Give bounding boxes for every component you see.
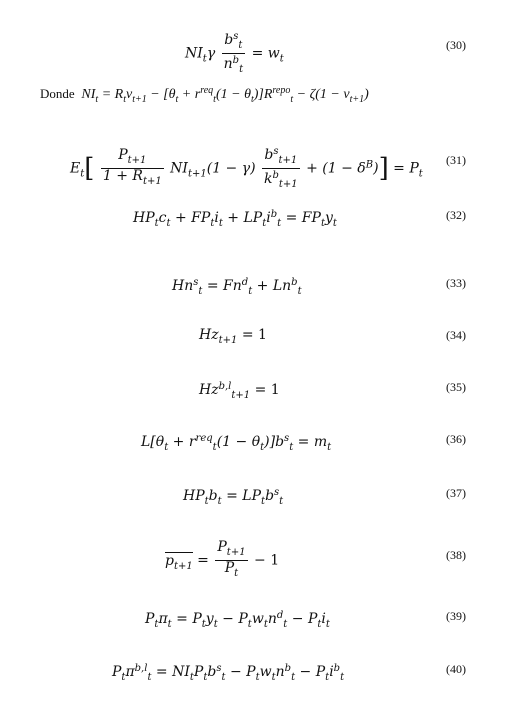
equation-number: (34) <box>446 328 466 342</box>
equation-number: (38) <box>446 548 466 562</box>
equation-number: (30) <box>446 38 466 52</box>
equation-30 <box>0 30 514 75</box>
equation-39-body: $P_t\pi_t = P_ty_t - P_tw_tn^d_t - P_ti_t$ <box>145 610 330 630</box>
equation-number: (37) <box>446 486 466 500</box>
equation-31 <box>0 145 514 190</box>
equation-34 <box>0 320 514 350</box>
equation-number: (40) <box>446 662 466 676</box>
equation-38 <box>0 539 514 579</box>
equation-number: (35) <box>446 380 466 394</box>
donde-definition: Donde $NI_t = R_tv_{t+1} - [\theta_t + r^{req}_t(1 - \theta_t)]R^{repo}_t - \zeta(1 - v_{t+1})$ <box>40 85 369 105</box>
equation-32-body: $HP_tc_t + FP_ti_t + LP_ti^b_t = FP_ty_t$ <box>133 209 337 229</box>
equation-33 <box>0 268 514 298</box>
donde-word: Donde <box>40 86 75 101</box>
equation-36 <box>0 424 514 454</box>
equation-30-body: $NI_t\gamma$ $\frac{b^s_t}{n^b_t}$ = $w_t$ <box>185 31 284 75</box>
equation-number: (31) <box>446 153 466 167</box>
equation-37-body: $HP_tb_t = LP_tb^s_t$ <box>183 487 284 507</box>
equation-34-body: $Hz_{t+1} = 1$ <box>199 327 267 346</box>
equation-37 <box>0 478 514 508</box>
equation-32 <box>0 200 514 230</box>
equation-31-body: $E_t$[ $\frac{P_{t+1}}{1 + R_{t+1}}$ $NI_{t+1}(1 - \gamma)$ $\frac{b^s_{t+1}}{k^b_{t+1}}$ + $(1 - \delta^B)] = P_t$ <box>70 146 423 190</box>
equation-38-body: $p_{t+1}$ = $\frac{P_{t+1}}{P_t}$ − 1 <box>165 539 280 579</box>
equation-35 <box>0 372 514 402</box>
equation-number: (33) <box>446 276 466 290</box>
equation-40 <box>0 654 514 684</box>
equation-33-body: $Hn^s_t = Fn^d_t + Ln^b_t$ <box>172 277 302 297</box>
equation-40-body: $P_t\pi^{b,l}_t = NI_tP_tb^s_t - P_tw_tn^b_t - P_ti^b_t$ <box>112 663 345 683</box>
equation-36-body: $L[\theta_t + r^{req}_t(1 - \theta_t)]b^s_t = m_t$ <box>141 433 332 453</box>
equation-number: (39) <box>446 609 466 623</box>
equation-number: (36) <box>446 432 466 446</box>
equation-number: (32) <box>446 208 466 222</box>
equation-39 <box>0 601 514 631</box>
equation-35-body: Hz$^{b,l}_{t+1}$ = 1 <box>199 381 280 401</box>
